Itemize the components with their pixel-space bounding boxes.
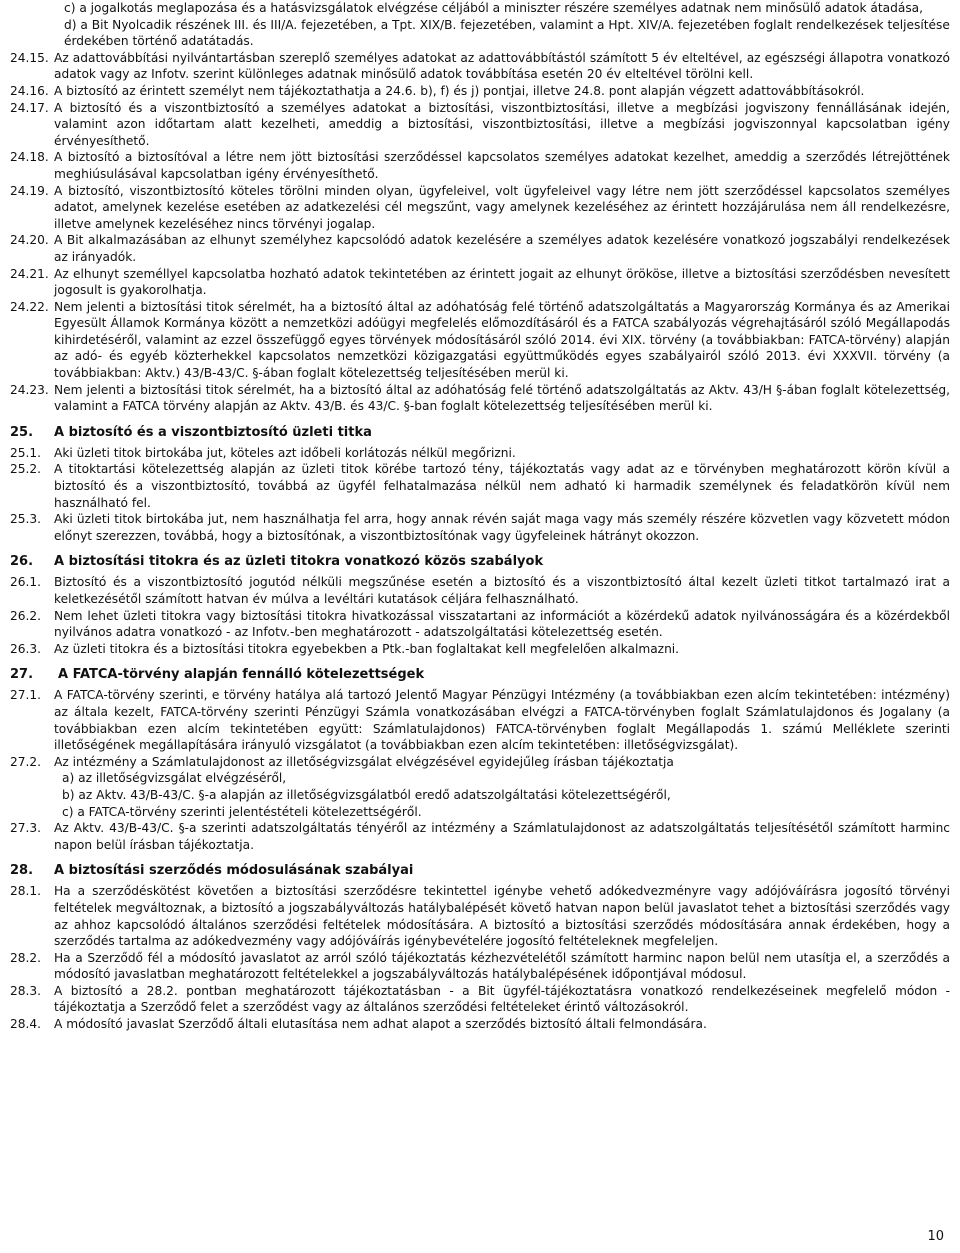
paragraph-25-1: 25.1. Aki üzleti titok birtokába jut, köteles azt időbeli korlátozás nélkül megőrizni. bbox=[10, 445, 516, 460]
list-item-c: c) a jogalkotás meglapozása és a hatásvizsgálatok elvégzése céljából a miniszter részére személyes adatnak nem minősülő adatok átadása, bbox=[64, 1, 924, 15]
paragraph-24-20: 24.20. A Bit alkalmazásában az elhunyt személyhez kapcsolódó adatok kezelésére a személyes adatok kezelésére vonatkozó jogszabályi rendelkezések az irányadók. bbox=[10, 233, 950, 264]
paragraph-28-4: 28.4. A módosító javaslat Szerződő általi elutasítása nem adhat alapot a szerződés biztosító általi felmondására. bbox=[10, 1017, 707, 1032]
paragraph-24-18: 24.18. A biztosító a biztosítóval a létre nem jött biztosítási szerződéssel kapcsolatos személyes adatokat kezelhet, ameddig a szerződés létrejöttének meghiúsulásával kapcsolatban igény érvényesíthető. bbox=[10, 150, 950, 181]
section-heading-28: 28. A biztosítási szerződés módosulásának szabályai bbox=[10, 863, 414, 879]
paragraph-28-3: 28.3. A biztosító a 28.2. pontban meghatározott tájékoztatásban - a Bit ügyfél-tájékoztatásra vonatkozó rendelkezéseinek megfelelő módon - tájékoztatja a Szerződő felet a szerződést vagy az általános szerződési feltételeket érintő változásokról. bbox=[10, 983, 950, 1015]
list-item-27-2-c: c) a FATCA-törvény szerinti jelentéstételi kötelezettségéről. bbox=[62, 804, 422, 819]
paragraph-24-22: 24.22. Nem jelenti a biztosítási titok sérelmét, ha a biztosító által az adóhatóság felé történő adatszolgáltatás a Magyarország Kormánya és az Amerikai Egyesült Államok Kormánya között a nemzetközi adóügyi megfelelés előmozdításáról és a FATCA szabályozás végrehajtásáról szóló Megállapodás kihirdetéséről, valamint az ezzel összefüggő egyes törvények módosításáról szóló 2014. évi XIX. törvény (a továbbiakban: FATCA-törvény) alapján az adó- és egyéb közterhekkel kapcsolatos nemzetközi közigazgatási együttműködés egyes szabályairól szóló 2013. évi XXXVII. törvény (a továbbiakban: Aktv.) 43/B-43/C. §-ában foglalt kötelezettség teljesítésében merül ki. bbox=[10, 299, 950, 381]
paragraph-24-19: 24.19. A biztosító, viszontbiztosító köteles törölni minden olyan, ügyfeleivel, volt ügyfeleivel vagy létre nem jött szerződéssel kapcsolatos személyes adatot, amelynek kezelése esetében az adatkezelési cél megszűnt, vagy amelynek kezeléséhez az érintett hozzájárulása nem áll rendelkezésre, illetve amelynek kezeléséhez nincs törvényi jogalap. bbox=[10, 183, 950, 231]
list-item-d: d) a Bit Nyolcadik részének III. és III/A. fejezetében, a Tpt. XIX/B. fejezetében, valamint a Hpt. XIV/A. fejezetében foglalt rendelkezések teljesítése érdekében történő adatátadás. bbox=[64, 17, 950, 49]
section-heading-26: 26. A biztosítási titokra és az üzleti titokra vonatkozó közös szabályok bbox=[10, 554, 544, 570]
section-heading-25: 25. A biztosító és a viszontbiztosító üzleti titka bbox=[10, 424, 372, 440]
paragraph-24-17: 24.17. A biztosító és a viszontbiztosító a személyes adatokat a biztosítási, viszontbiztosítási, illetve a megbízási jogviszony fennállásának idején, valamint azon időtartam alatt kezelheti, ameddig a biztosítási, viszontbiztosítási, illetve a megbízási jogviszonnyal kapcsolatban igény érvényesíthető. bbox=[10, 100, 950, 148]
paragraph-27-1: 27.1. A FATCA-törvény szerinti, e törvény hatálya alá tartozó Jelentő Magyar Pénzügyi Intézmény (a továbbiakban ezen alcím tekintetében: intézmény) az általa kezelt, FATCA-törvény szerinti Pénzügyi Számla vonatkozásában elvégzi a FATCA-törvényben foglalt Számlatulajdonos és Jogalany (a továbbiakban ezen alcím tekintetében együtt: Számlatulajdonos) FATCA-törvényben foglalt Megállapodás 1. számú Melléklete szerinti illetőségének megállapítására irányuló vizsgálatot (a továbbiakban ezen alcím tekintetében: illetőségvizsgálat). bbox=[10, 688, 950, 753]
page-number: 10 bbox=[927, 1229, 944, 1244]
paragraph-26-1: 26.1. Biztosító és a viszontbiztosító jogutód nélküli megszűnése esetén a biztosító és a viszontbiztosító által kezelt üzleti titkot tartalmazó irat a keletkezésétől számított hatvan év múlva a levéltári kutatások céljára felhasználható. bbox=[10, 575, 950, 606]
document-page bbox=[10, 0, 950, 1033]
section-heading-27: 27. A FATCA-törvény alapján fennálló kötelezettségek bbox=[10, 667, 425, 683]
paragraph-28-2: 28.2. Ha a Szerződő fél a módosító javaslatot az arról szóló tájékoztatás kézhezvételétől számított harminc napon belül nem utasítja el, a szerződés a módosító javaslatban meghatározott feltételekkel a jogszabályváltozás hatálybalépésének időpontjával módosul. bbox=[10, 950, 950, 982]
list-item-27-2-b: b) az Aktv. 43/B-43/C. §-a alapján az illetőségvizsgálatból eredő adatszolgáltatási kötelezettségéről, bbox=[62, 787, 671, 802]
paragraph-25-3: 25.3. Aki üzleti titok birtokába jut, nem használhatja fel arra, hogy annak révén saját maga vagy más személy részére közvetlen vagy közvetett módon előnyt szerezzen, továbbá, hogy a biztosítónak, a viszontbiztosítónak vagy ügyfeleinek hátrányt okozzon. bbox=[10, 512, 950, 543]
list-item-27-2-a: a) az illetőségvizsgálat elvégzéséről, bbox=[62, 771, 287, 786]
paragraph-25-2: 25.2. A titoktartási kötelezettség alapján az üzleti titok körébe tartozó tény, tájékoztatás vagy adat az e törvényben meghatározott körön kívül a biztosító és a viszontbiztosító, továbbá az ügyfél felhatalmazása nélkül nem adható ki harmadik személynek és feladatkörön kívül nem használható fel. bbox=[10, 462, 950, 510]
paragraph-26-2: 26.2. Nem lehet üzleti titokra vagy biztosítási titokra hivatkozással visszatartani az információt a közérdekű adatok nyilvánosságára és a közérdekből nyilvános adatra vonatkozó - az Infotv.-ben meghatározott - adatszolgáltatási kötelezettség esetén. bbox=[10, 608, 950, 640]
paragraph-24-16: 24.16. A biztosító az érintett személyt nem tájékoztathatja a 24.6. b), f) és j) pontjai, illetve 24.8. pont alapján végzett adattovábbításokról. bbox=[10, 83, 865, 98]
paragraph-28-1: 28.1. Ha a szerződéskötést követően a biztosítási szerződésre tekintettel igénybe vehető adókedvezményre vagy adójóváírásra jogosító törvényi feltételek megváltoznak, a biztosító a jogszabályváltozás hatálybalépését követő hatvan napon belül javaslatot tehet a biztosítási szerződés vagy az ahhoz kapcsolódó általános szerződési feltételek módosítására. A biztosító a biztosítási szerződés módosítására annak érdekében, hogy a szerződés tartalma az adókedvezmény vagy adójóváírás igénybevételére jogosító feltételeknek megfeleljen. bbox=[10, 884, 950, 949]
paragraph-27-3: 27.3. Az Aktv. 43/B-43/C. §-a szerinti adatszolgáltatás tényéről az intézmény a Számlatulajdonost az adatszolgáltatás teljesítésétől számított harminc napon belül írásban tájékoztatja. bbox=[10, 821, 950, 852]
paragraph-24-23: 24.23. Nem jelenti a biztosítási titok sérelmét, ha a biztosító által az adóhatóság felé történő adatszolgáltatás az Aktv. 43/H §-ában foglalt kötelezettség, valamint a FATCA törvény alapján az Aktv. 43/B. és 43/C. §-ban foglalt kötelezettség teljesítésében merül ki. bbox=[10, 382, 950, 414]
paragraph-26-3: 26.3. Az üzleti titokra és a biztosítási titokra egyebekben a Ptk.-ban foglaltakat kell megfelelően alkalmazni. bbox=[10, 641, 680, 656]
paragraph-24-21: 24.21. Az elhunyt személlyel kapcsolatba hozható adatok tekintetében az érintett jogait az elhunyt örököse, illetve a biztosítási szerződésben nevesített jogosult is gyakorolhatja. bbox=[10, 266, 950, 298]
paragraph-27-2: 27.2. Az intézmény a Számlatulajdonost az illetőségvizsgálat elvégzésével egyidejűleg írásban tájékoztatja bbox=[10, 754, 674, 769]
paragraph-24-15: 24.15. Az adattovábbítási nyilvántartásban szereplő személyes adatokat az adattovábbítástól számított 5 év elteltével, az egészségi állapotra vonatkozó adatok vagy az Infotv. szerint különleges adatnak minősülő adatok továbbítása esetén 20 év elteltével törölni kell. bbox=[10, 50, 950, 82]
